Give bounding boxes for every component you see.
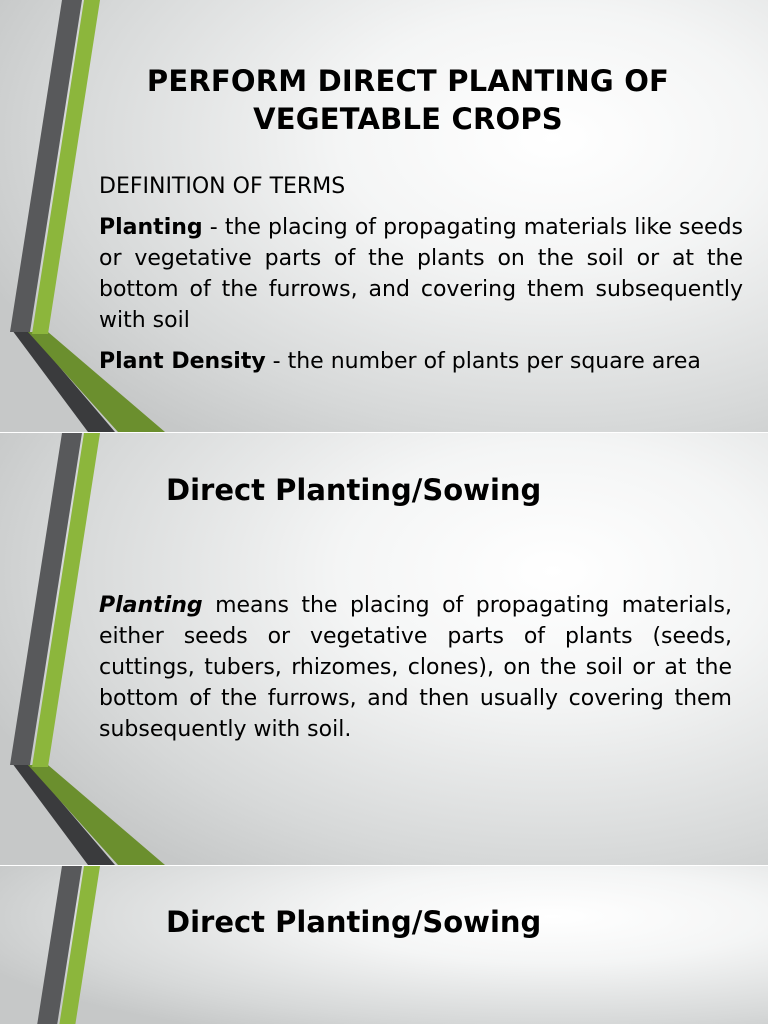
slide-title: Direct Planting/Sowing	[166, 905, 542, 939]
slide-title: Direct Planting/Sowing	[166, 473, 542, 507]
body-text: means the placing of propagating materials, either seeds or vegetative parts of plants (seeds, cuttings, tubers, rhizomes, clones), on the soil or at the bottom of the furrows, and then usually covering them subsequently with soil.	[99, 593, 732, 742]
slide-title: PERFORM DIRECT PLANTING OF VEGETABLE CROPS	[146, 64, 670, 136]
section-subheading: DEFINITION OF TERMS	[99, 174, 346, 199]
definition-term: Plant Density	[99, 349, 266, 374]
definition-plant-density	[99, 346, 743, 377]
definition-term: Planting	[99, 215, 203, 240]
slide-decoration	[0, 866, 170, 1024]
slide-body-paragraph	[99, 590, 732, 745]
slide-1	[0, 0, 768, 432]
definition-planting	[99, 212, 743, 336]
body-term: Planting	[99, 593, 203, 618]
definition-text: - the placing of propagating materials like seeds or vegetative parts of the plants on the soil or at the bottom of the furrows, and covering them subsequently with soil	[99, 215, 743, 333]
slide-3	[0, 866, 768, 1024]
slide-2	[0, 433, 768, 865]
definition-text: - the number of plants per square area	[265, 349, 701, 374]
